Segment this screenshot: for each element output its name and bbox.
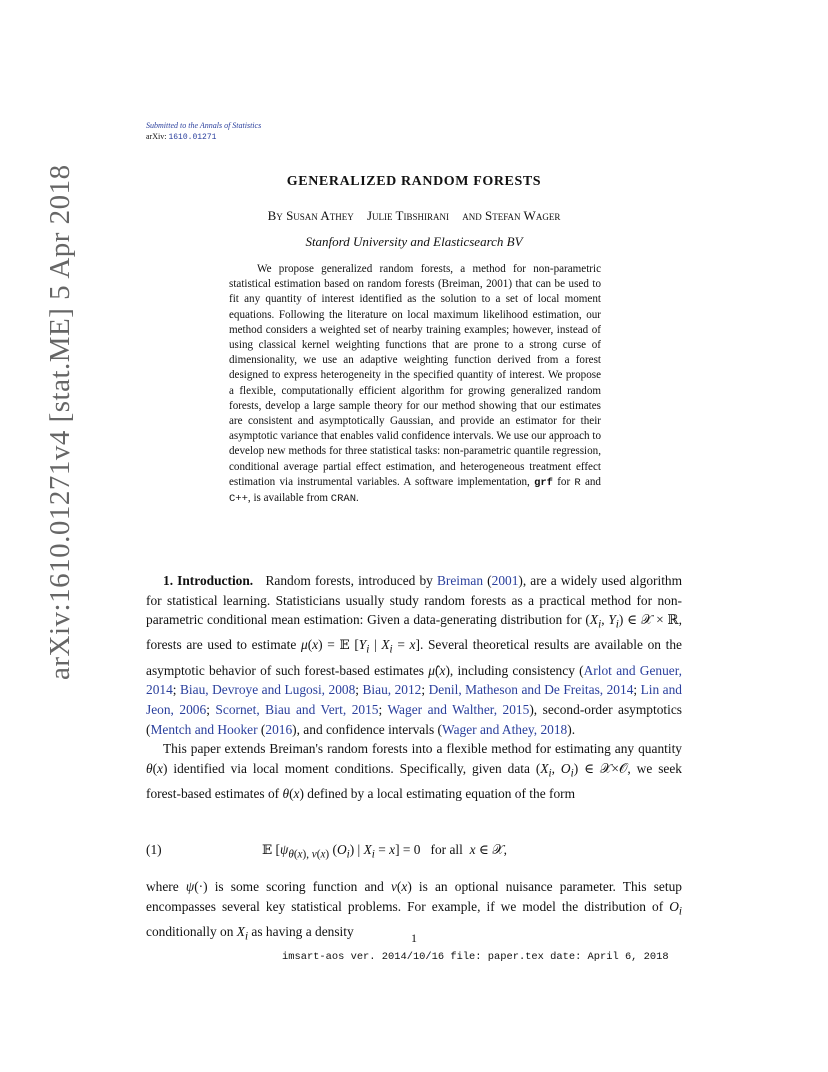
cran-name: CRAN [330, 493, 357, 506]
page-number: 1 [411, 931, 417, 945]
introduction: 1. Introduction. Random forests, introduced by Breiman (2001), are a widely used algorithm for statistical learning. Statisticians usually study random forests as a practical method for non-parametric conditional mean estimation: Given a data-generating distribution for ($X_i$, $Y_i$) ∈ 𝒳 × ℝ, forests are used to estimate μ(x) = 𝔼 [$Y_i$ | $X_i = x$]. Several theoretical results are available on the asymptotic behavior of such forest-based estimates μ̂(x), including consistency (Arlot and Genuer, 2014; Biau, Devroye and Lugosi, 2008; Biau, 2012; Denil, Matheson and De Freitas, 2014; Lin and Jeon, 2006; Scornet, Biau and Vert, 2015; Wager and Walther, 2015), second-order asymptotics (Mentch and Hooker (2016), and confidence intervals (Wager and Athey, 2018). This paper extends Breiman's random forests into a flexible method for estimating any quantity θ(x) identified via local moment conditions. Specifically, given data ($X_i$, $O_i$) ∈ 𝒳×𝒪, we seek forest-based estimates of θ(x) defined by a local estimating equation of the form [146, 573, 683, 801]
author-wager: Stefan Wager [484, 208, 561, 223]
intro-text: defined by a local estimating equation of the form [307, 785, 576, 801]
and-word: and [462, 208, 482, 223]
cite-mentch[interactable]: Mentch and Hooker [150, 721, 258, 737]
after-text: is some scoring function and [214, 879, 384, 894]
intro-text: . Several theoretical results are available on the asymptotic behavior of such forest-based estimates [146, 637, 682, 678]
intro-text: , we seek forest-based estimates of [146, 760, 682, 801]
cite-breiman-year[interactable]: 2001 [491, 573, 519, 588]
author-list [0, 208, 828, 224]
after-text: conditionally on [146, 923, 234, 939]
affiliation: Stanford University and Elasticsearch BV [305, 234, 523, 249]
journal-name[interactable]: Submitted to the Annals of Statistics [146, 121, 262, 130]
section-heading: 1. Introduction. [163, 573, 254, 588]
equation-number: (1) [146, 842, 162, 857]
paper-title: GENERALIZED RANDOM FORESTS [286, 174, 542, 189]
cite-wager-athey[interactable]: Wager and Athey, 2018 [442, 721, 568, 737]
abstract-word: for [557, 475, 571, 488]
cite-mentch-year[interactable]: 2016 [265, 721, 293, 737]
language-cpp: C++ [229, 493, 248, 506]
intro-text: Random forests, introduced by [265, 573, 433, 588]
abstract-word: , is available from [247, 492, 329, 505]
arxiv-id-link[interactable]: 1610.01271 [168, 133, 217, 142]
cite-scornet[interactable]: Scornet, Biau and Vert, 2015 [215, 701, 379, 717]
intro-text: ), second-order asymptotics ( [146, 701, 683, 737]
abstract-end: . [356, 492, 359, 505]
equation-1 [146, 842, 682, 864]
language-r: R [574, 476, 581, 489]
arxiv-side-stamp: arXiv:1610.01271v4 [stat.ME] 5 Apr 2018 [44, 164, 76, 680]
cite-biau-devroye[interactable]: Biau, Devroye and Lugosi, 2008 [179, 682, 356, 698]
after-text: where [146, 879, 179, 894]
intro-text: ). [567, 721, 576, 737]
abstract-word: and [584, 475, 601, 488]
abstract [229, 262, 601, 507]
after-text: as having a density [251, 923, 354, 939]
post-equation-text: where ψ(·) is some scoring function and ν(x) is an optional nuisance parameter. This setup encompasses several key statistical problems. For example, if we model the distribution of $O_i$ conditionally on $X_i$ as having a density [146, 879, 682, 943]
cite-arlot[interactable]: Arlot and Genuer, 2014 [146, 662, 683, 698]
intro-text: forests are used to estimate [146, 637, 297, 653]
intro-text: This paper extends Breiman's random forests into a flexible method for estimating any quantity [163, 741, 682, 757]
author-athey: Susan Athey [286, 208, 354, 223]
cite-wager-walther[interactable]: Wager and Walther, 2015 [387, 701, 530, 717]
intro-text: , including consistency ( [449, 662, 584, 678]
journal-header [146, 120, 261, 143]
footer-line: imsart-aos ver. 2014/10/16 file: paper.tex date: April 6, 2018 [282, 951, 669, 963]
cite-lin[interactable]: Lin and Jeon, 2006 [146, 682, 682, 717]
author-tibshirani: Julie Tibshirani [366, 208, 449, 223]
by-word: By [267, 208, 283, 223]
arxiv-id-line [146, 131, 261, 143]
cite-biau[interactable]: Biau, 2012 [362, 682, 422, 698]
intro-text: ), are a widely used algorithm for statistical learning. Statisticians usually study random forests as a practical method for non-parametric conditional mean estimation: Given a data-generating distribution for [146, 573, 683, 628]
cite-denil[interactable]: Denil, Matheson and De Freitas, 2014 [428, 682, 634, 698]
cite-breiman[interactable]: Breiman [436, 573, 484, 588]
abstract-text: We propose generalized random forests, a method for non-parametric statistical estimation based on random forests (Breiman, 2001) that can be used to fit any quantity of interest identified as the solution to a set of local moment equations. Following the literature on local maximum likelihood estimation, our method considers a weighted set of nearby training examples; however, instead of using classical kernel weighting functions that are prone to a strong curse of dimensionality, we use an adaptive weighting function derived from a forest designed to express heterogeneity in the specified quantity of interest. We propose a flexible, computationally efficient algorithm for growing generalized random forests, develop a large sample theory for our method showing that our estimates are consistent and asymptotically Gaussian, and provide an estimator for their asymptotic variance that enables valid confidence intervals. We use our approach to develop new methods for three statistical tasks: non-parametric quantile regression, conditional average partial effect estimation, and heterogeneous treatment effect estimation via instrumental variables. A software implementation, [229, 263, 601, 488]
arxiv-label: arXiv: [146, 132, 167, 141]
after-text: is an optional nuisance parameter. This setup encompasses several key statistical problems. For example, if we model the distribution of [146, 879, 682, 914]
intro-text: ), and confidence intervals ( [292, 721, 442, 737]
equation-tail: for all [430, 842, 463, 857]
equation-body: 𝔼 [$\psi_{\theta(x), \nu(x)}$ $(O_i)$ | $X_i = x] = 0$ for all x ∈ 𝒳, [262, 842, 508, 861]
package-name: grf [534, 476, 553, 489]
intro-text: identified via local moment conditions. Specifically, given data [173, 760, 530, 776]
